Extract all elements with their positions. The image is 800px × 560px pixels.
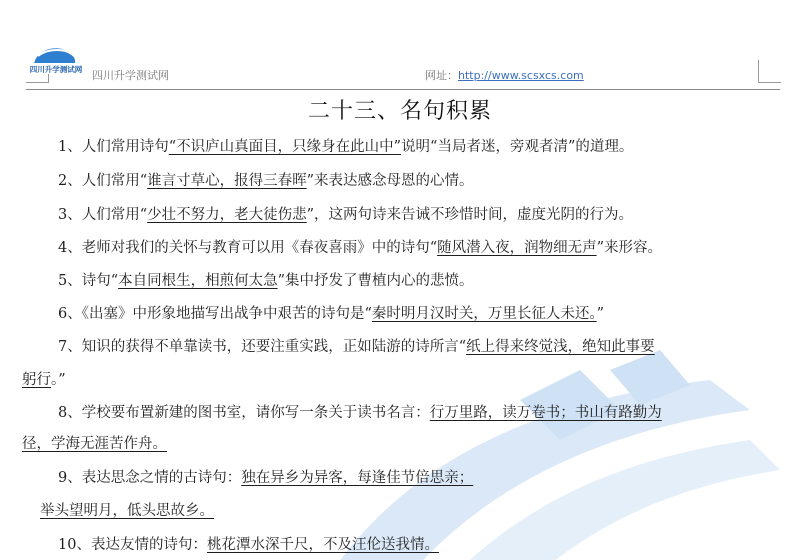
item-10-answer: 桃花潭水深千尺，不及汪伦送我情。 (206, 537, 439, 553)
item-6-tail: ” (596, 306, 605, 322)
item-1-tail: 说明“当局者迷，旁观者清”的道理。 (401, 139, 634, 155)
item-8-text: 8、学校要布置新建的图书室，请你写一条关于读书名言： (58, 405, 430, 421)
item-7 (58, 335, 655, 356)
item-9-cont (40, 499, 214, 520)
item-9-answer-cont: 举头望明月，低头思故乡。 (40, 503, 214, 519)
item-5-answer: 本自同根生，相煎何太急 (118, 273, 278, 289)
item-1-answer: “不识庐山真面目，只缘身在此山中” (168, 139, 402, 155)
url-line (425, 67, 584, 83)
item-9-text: 9、表达思念之情的古诗句： (58, 470, 242, 486)
item-2-text: 2、人们常用“ (58, 173, 148, 189)
item-4-text: 4、老师对我们的关怀与教育可以用《春夜喜雨》中的诗句“ (58, 240, 438, 256)
url-label: 网址： (425, 69, 458, 82)
item-4-answer: 随风潜入夜，润物细无声 (437, 240, 597, 256)
watermark-logo (280, 340, 800, 560)
item-5-text: 5、诗句“ (58, 273, 119, 289)
item-10-text: 10、表达友情的诗句： (58, 537, 207, 553)
item-7-cont (22, 368, 66, 389)
item-7-text: 7、知识的获得不单靠读书，还要注重实践，正如陆游的诗所言“ (58, 339, 467, 355)
item-7-tail: 。” (51, 372, 66, 388)
item-7-answer-cont: 躬行 (22, 372, 51, 388)
item-1-text: 1、人们常用诗句 (58, 139, 169, 155)
item-8-cont (22, 432, 167, 453)
item-6-text: 6、《出塞》中形象地描写出战争中艰苦的诗句是“ (58, 306, 372, 322)
site-name: 四川升学测试网 (92, 69, 169, 82)
item-8-answer-cont: 径，学海无涯苦作舟。 (22, 436, 167, 452)
header-rule (26, 89, 780, 90)
item-2-answer: 谁言寸草心，报得三春晖 (147, 173, 307, 189)
header-corner-mark-right (758, 60, 781, 83)
item-4 (58, 236, 662, 257)
page-title: 二十三、名句积累 (307, 99, 492, 124)
item-4-tail: ”来形容。 (596, 240, 663, 256)
site-url-link[interactable]: http://www.scsxcs.com (458, 69, 584, 82)
item-3-tail: ”，这两句诗来告诫不珍惜时间，虚度光阴的行为。 (306, 207, 634, 223)
item-8-answer: 行万里路，读万卷书；书山有路勤为 (429, 405, 662, 421)
site-logo (28, 44, 84, 76)
item-7-answer: 纸上得来终觉浅，绝知此事要 (466, 339, 655, 355)
item-9-answer: 独在异乡为异客，每逢佳节倍思亲； (241, 470, 474, 486)
item-6 (58, 302, 604, 323)
logo-text: 四川升学测试网 (29, 65, 83, 74)
item-5-tail: ”集中抒发了曹植内心的悲愤。 (277, 273, 474, 289)
item-9 (58, 466, 473, 487)
item-10 (58, 533, 439, 554)
item-3-text: 3、人们常用“ (58, 207, 148, 223)
item-2 (58, 169, 474, 190)
item-1 (58, 135, 633, 156)
item-6-answer: 秦时明月汉时关，万里长征人未还。 (371, 306, 597, 322)
item-8 (58, 401, 662, 422)
item-3 (58, 203, 633, 224)
item-5 (58, 269, 474, 290)
item-3-answer: 少壮不努力，老大徒伤悲 (147, 207, 307, 223)
item-2-tail: ”来表达感念母恩的心情。 (306, 173, 474, 189)
